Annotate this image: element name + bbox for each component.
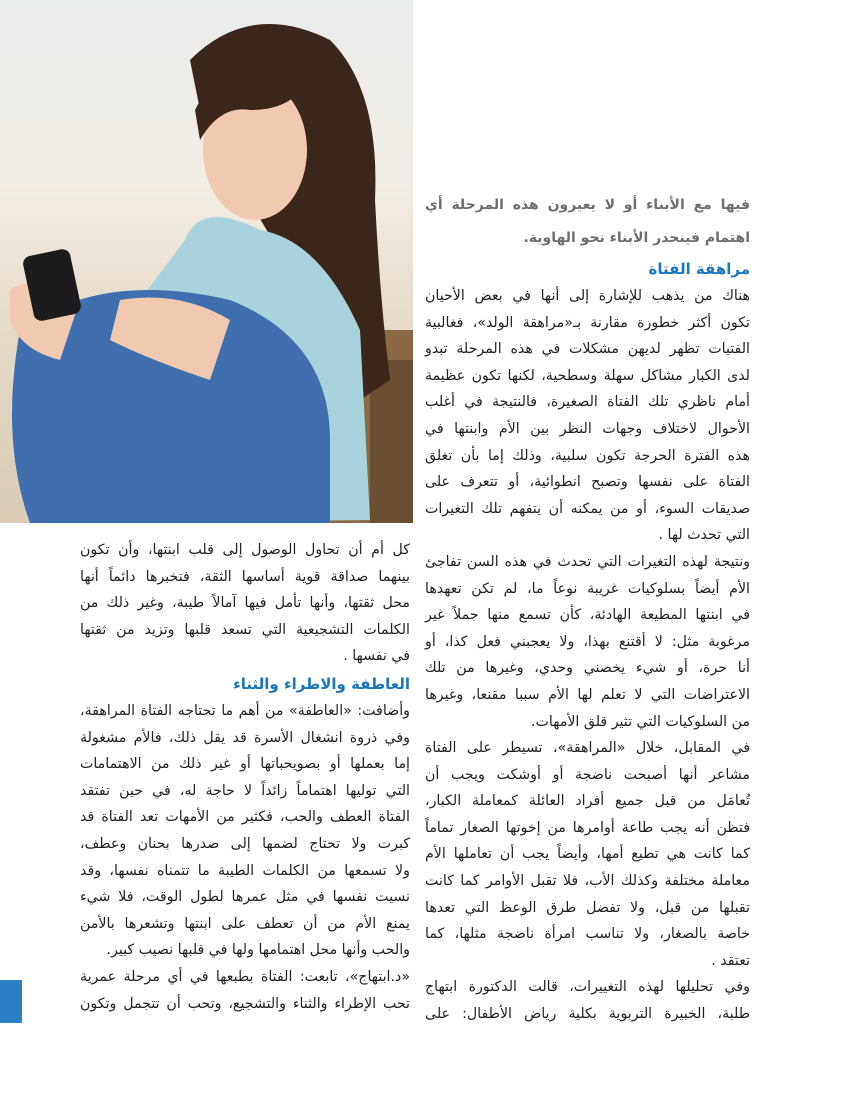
text-line: في ابنتها المطيعة الهادئة، كأن تسمع منها جملاً غير xyxy=(425,607,750,624)
text-line: الفتاة على نفسها وتصبح انطوائية، أو تتعرف على xyxy=(425,474,750,491)
text-line: أنا حرة، أو شيء يخصني وحدي، وغيرها من تلك xyxy=(425,660,750,677)
text-line: يمنع الأم من أن تعطف على ابنتها وتشعرها بالأمن xyxy=(80,915,410,932)
text-line: تُعامَل من قبل جميع أفراد العائلة كمعاملة الكبار، xyxy=(425,793,750,810)
text-line: التي تحدث لها . xyxy=(658,527,750,544)
text-line: من السلوكيات التي تثير قلق الأمهات. xyxy=(531,713,750,730)
text-line: الأم أيضاً بسلوكيات غريبة نوعاً ما، لم تكن تعهدها xyxy=(425,580,750,597)
text-line: مشاعر أنها أصبحت ناضجة أو أوشكت ويجب أن xyxy=(425,766,750,783)
text-line: الفتاة العطف والحب، فكثير من الأمهات تعد الفتاة قد xyxy=(80,809,410,826)
article-photo xyxy=(0,0,413,523)
text-line: هذه الفترة الحرجة تكون سلبية، وذلك إما بأن تغلق xyxy=(425,447,750,464)
text-line: كبرت ولا تحتاج لضمها إلى صدرها بحنان وعطف، xyxy=(80,835,410,852)
text-line: بينهما صداقة قوية أساسها الثقة، فتخبرها دائماً أنها xyxy=(80,568,410,585)
text-line: الكلمات التشجيعية التي تسعد قلبها وتزيد من ثقتها xyxy=(80,621,410,638)
page-side-tab xyxy=(0,980,22,1023)
text-line: معاملة مختلفة وكذلك الأب، فلا تقبل الأوامر كما كانت xyxy=(425,873,750,890)
text-line: اهتمام فينحدر الأبناء نحو الهاوية. xyxy=(523,230,750,246)
text-line: «د.ابتهاج»، تابعت: الفتاة بطبعها في أي مرحلة عمرية xyxy=(80,968,410,985)
text-line: تكون أكثر خطورة مقارنة بـ«مراهقة الولد»، فغالبية xyxy=(425,314,750,331)
text-line: وأضافت: «العاطفة» من أهم ما تحتاجه الفتاة المراهقة، xyxy=(80,702,410,719)
girl-with-phone-image xyxy=(0,0,413,523)
text-line: أمام ناظري تلك الفتاة الصغيرة، فالنتيجة في أغلب xyxy=(425,394,750,411)
text-line: لدى الكبار مشاكل سهلة وسطحية، لكنها تكون عظيمة xyxy=(425,367,750,384)
text-line: الاعتراضات التي لا تعلم لها الأم سببا مقنعا، وغيرها xyxy=(425,686,750,703)
text-line: هناك من يذهب للإشارة إلى أنها في بعض الأحيان xyxy=(425,288,750,304)
text-line: الفتيات تظهر لديهن مشكلات في هذه المرحلة تبدو xyxy=(425,341,750,358)
text-line: في نفسها . xyxy=(343,648,410,665)
left-column xyxy=(80,537,410,1017)
text-line: تحب الإطراء والثناء والتشجيع، وتحب أن تتجمل وتكون xyxy=(80,995,410,1012)
text-line: في المقابل، خلال «المراهقة»، تسيطر على الفتاة xyxy=(425,740,750,757)
text-line: خاصة بالصغار، ولا تناسب امرأة ناضجة مثلها، كما xyxy=(425,926,750,943)
text-line: محل ثقتها، وأنها تأمل فيها آمالاً طيبة، وغير ذلك من xyxy=(80,595,410,612)
article-body xyxy=(80,698,410,1017)
text-line: الأحوال لاختلاف وجهات النظر بين الأم وابنتها في xyxy=(425,420,750,437)
text-line: ولا تسمعها من الكلمات الطيبة ما تتمناه نفسها، وقد xyxy=(80,862,410,879)
text-line: تعتقد . xyxy=(711,952,750,969)
text-line: مرغوبة مثل: لا أقتنع بهذا، ولا يعجبني فعل كذا، أو xyxy=(425,633,750,650)
text-line: وفي تحليلها لهذه التغييرات، قالت الدكتورة ابتهاج xyxy=(425,979,750,996)
text-line: وفي ذروة انشغال الأسرة قد يقل ذلك، فالأم مشغولة xyxy=(80,729,410,746)
text-line: كما كانت هي تطيع أمها، وأيضاً يجب أن تعاملها الأم xyxy=(425,846,750,863)
text-line: والحب وأنها محل اهتمامها ولها في قلبها نصيب كبير. xyxy=(106,942,410,959)
text-line: التي توليها اهتماماً زائداً لا حاجة له، في حين تفتقد xyxy=(80,782,410,799)
right-column xyxy=(425,189,750,1028)
text-line: فيها مع الأبناء أو لا يعيرون هذه المرحلة أي xyxy=(425,197,750,213)
text-line: فتظن أنه يجب طاعة أوامرها من إخوتها الصغار تماماً xyxy=(425,819,750,836)
section-heading-girl-adolescence: مراهقة الفتاة xyxy=(648,260,750,278)
text-line: تقبلها من قبل، ولا تفضل طرق الوعظ التي تعدها xyxy=(425,899,750,916)
article-body xyxy=(425,283,750,1028)
text-line: كل أم أن تحاول الوصول إلى قلب ابنتها، وأن تكون xyxy=(80,542,410,558)
text-line: صديقات السوء، أو من يمكنه أن يتفهم تلك التغيرات xyxy=(425,500,750,517)
text-line: نسيت نفسها في مثل عمرها لطول الوقت، فلا شيء xyxy=(80,889,410,906)
article-body xyxy=(80,537,410,670)
intro-text xyxy=(425,189,750,255)
text-line: طلبة، الخبيرة التربوية بكلية رياض الأطفال: على xyxy=(425,1006,750,1023)
text-line: إما بعملها أو بصويحباتها أو غير ذلك من الاهتمامات xyxy=(80,756,410,773)
section-heading-affection: العاطفة والاطراء والثناء xyxy=(233,674,410,693)
text-line: ونتيجة لهذه التغيرات التي تحدث في هذه السن تفاجئ xyxy=(425,553,750,570)
